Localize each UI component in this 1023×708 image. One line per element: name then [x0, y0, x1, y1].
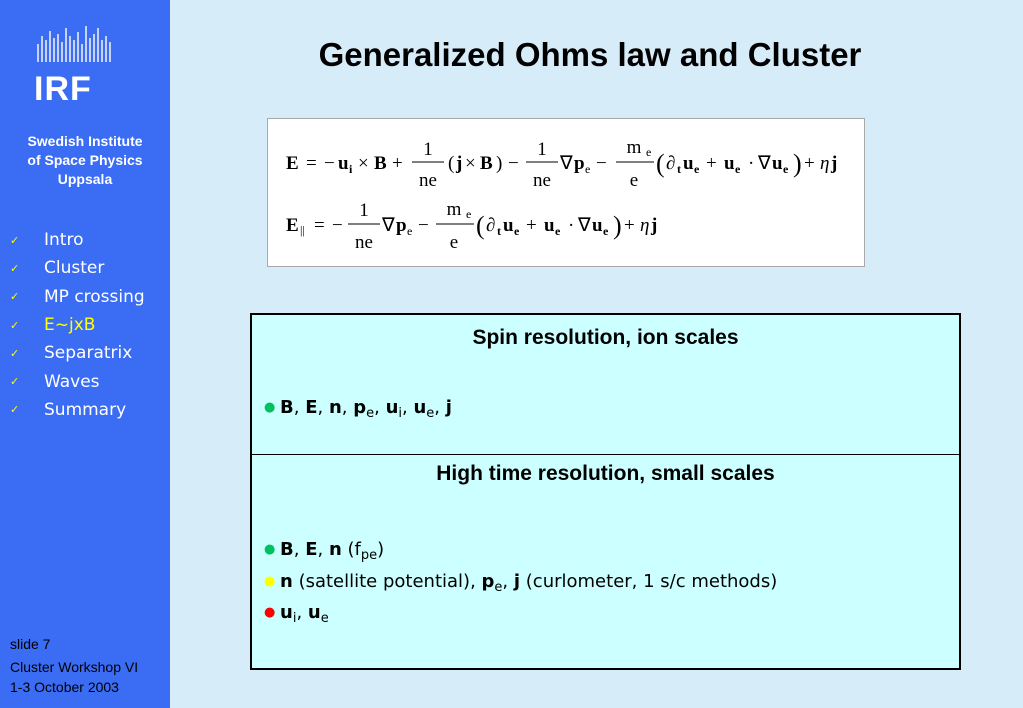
svg-text:=: =: [306, 153, 317, 174]
svg-text:−: −: [324, 153, 335, 174]
list-item: ● B, E, n, $p_e$, $u_i$, $u_e$, j: [264, 397, 452, 421]
equation-box: [267, 118, 865, 267]
sidebar: [0, 0, 170, 708]
svg-text:j: j: [831, 153, 838, 174]
list-item: ● $u_i$, $u_e$: [264, 602, 329, 626]
svg-text:B: B: [480, 153, 493, 174]
svg-text:+: +: [804, 153, 815, 174]
svg-text:e: e: [407, 224, 413, 238]
slide-number: slide 7: [10, 636, 51, 652]
svg-text:p: p: [396, 215, 407, 236]
checkmark-icon: ✓: [10, 233, 20, 247]
svg-text:i: i: [349, 162, 353, 176]
svg-text:∇: ∇: [758, 153, 771, 174]
svg-text:e: e: [629, 170, 639, 191]
svg-text:p: p: [574, 153, 585, 174]
svg-text:E: E: [286, 215, 299, 236]
institute-line: Swedish Institute: [27, 133, 143, 149]
checkmark-icon: ✓: [10, 318, 20, 332]
svg-text:(: (: [448, 153, 455, 174]
svg-text:+: +: [706, 153, 717, 174]
svg-text:η: η: [640, 215, 650, 236]
svg-text:+: +: [392, 153, 403, 174]
bullet-dot-icon: ●: [264, 400, 276, 415]
nav-item-label: MP crossing: [44, 286, 145, 307]
equation-general: [286, 137, 837, 191]
svg-text:u: u: [338, 153, 349, 174]
nav-item-intro[interactable]: [10, 226, 145, 254]
row-heading: Spin resolution, ion scales: [472, 326, 739, 349]
svg-text:): ): [496, 153, 503, 174]
svg-text:e: e: [646, 145, 652, 159]
svg-text:∂: ∂: [486, 215, 496, 236]
svg-text:t: t: [677, 162, 681, 176]
svg-text:+: +: [624, 215, 635, 236]
svg-text:u: u: [724, 153, 735, 174]
svg-text:1: 1: [359, 200, 369, 221]
event-name: Cluster Workshop VI: [10, 659, 139, 675]
svg-text:e: e: [603, 224, 609, 238]
nav-item-label: Separatrix: [44, 343, 133, 364]
svg-text:×: ×: [358, 153, 369, 174]
svg-text:−: −: [418, 215, 429, 236]
institute-name: [0, 132, 170, 189]
svg-text:e: e: [783, 162, 789, 176]
svg-text:−: −: [508, 153, 519, 174]
svg-text:m: m: [446, 199, 462, 220]
svg-text:t: t: [497, 224, 501, 238]
table-row: [252, 315, 959, 455]
nav-item-label: Cluster: [44, 258, 105, 279]
svg-text:∇: ∇: [560, 153, 573, 174]
slide-footer: [10, 634, 138, 697]
svg-text:): ): [793, 149, 802, 178]
nav-item-cluster[interactable]: [10, 254, 145, 282]
institute-line: of Space Physics: [27, 152, 143, 168]
bullet-text: (curlometer, 1 s/c methods): [525, 571, 778, 592]
svg-text:e: e: [585, 162, 591, 176]
svg-text:ne: ne: [419, 170, 437, 191]
svg-text:(: (: [656, 149, 665, 178]
svg-text:j: j: [456, 153, 463, 174]
svg-text:·: ·: [568, 215, 575, 236]
svg-text:η: η: [820, 153, 830, 174]
nav-item-mp-crossing[interactable]: [10, 283, 145, 311]
equation-parallel: [286, 199, 657, 253]
table-row: [252, 455, 959, 670]
svg-text:∇: ∇: [382, 215, 395, 236]
svg-text:E: E: [286, 153, 299, 174]
svg-text:||: ||: [300, 223, 305, 237]
nav-item-label: Waves: [44, 371, 100, 392]
svg-text:ne: ne: [533, 170, 551, 191]
nav-item-e-jxb[interactable]: [10, 311, 145, 339]
bullet-dot-icon: ●: [264, 605, 276, 620]
nav-item-waves[interactable]: [10, 367, 145, 395]
svg-text:1: 1: [537, 139, 547, 160]
svg-text:u: u: [683, 153, 694, 174]
svg-text:e: e: [694, 162, 700, 176]
svg-text:B: B: [374, 153, 387, 174]
svg-text:e: e: [555, 224, 561, 238]
svg-text:u: u: [592, 215, 603, 236]
checkmark-icon: ✓: [10, 261, 20, 275]
svg-text:e: e: [735, 162, 741, 176]
nav-item-label: Summary: [44, 399, 127, 420]
bullet-dot-icon: ●: [264, 542, 276, 557]
nav-item-label: E~jxB: [44, 315, 96, 336]
svg-text:(: (: [476, 211, 485, 240]
svg-text:e: e: [466, 207, 472, 221]
nav-item-label: Intro: [44, 230, 84, 251]
svg-text:u: u: [772, 153, 783, 174]
svg-text:ne: ne: [355, 232, 373, 253]
nav-item-summary[interactable]: [10, 396, 145, 424]
checkmark-icon: ✓: [10, 290, 20, 304]
svg-text:×: ×: [465, 153, 476, 174]
ohms-law-equations: [268, 119, 864, 266]
svg-text:−: −: [332, 215, 343, 236]
event-date: 1-3 October 2003: [10, 679, 119, 695]
measurement-table: [250, 313, 961, 670]
svg-text:e: e: [449, 232, 459, 253]
svg-text:∂: ∂: [666, 153, 676, 174]
checkmark-icon: ✓: [10, 346, 20, 360]
svg-text:e: e: [514, 224, 520, 238]
svg-text:u: u: [503, 215, 514, 236]
list-item: ● B, E, n $(f_{pe})$: [264, 539, 385, 563]
checkmark-icon: ✓: [10, 403, 20, 417]
svg-text:−: −: [596, 153, 607, 174]
svg-text:): ): [613, 211, 622, 240]
checkmark-icon: ✓: [10, 375, 20, 389]
bullet-text: (satellite potential),: [298, 571, 476, 592]
svg-text:·: ·: [748, 153, 755, 174]
svg-text:1: 1: [423, 139, 433, 160]
bullet-dot-icon: ●: [264, 574, 276, 589]
svg-text:∇: ∇: [578, 215, 591, 236]
slide-navigation: [10, 226, 145, 424]
slide-title: Generalized Ohms law and Cluster: [318, 36, 862, 73]
nav-item-separatrix[interactable]: [10, 339, 145, 367]
svg-text:u: u: [544, 215, 555, 236]
svg-text:m: m: [626, 137, 642, 158]
svg-text:j: j: [651, 215, 658, 236]
list-item: ● n (satellite potential), $p_e$, j (curlometer, 1 s/c methods): [264, 571, 778, 595]
svg-text:=: =: [314, 215, 325, 236]
logo-text: IRF: [34, 70, 92, 108]
row-heading: High time resolution, small scales: [436, 462, 775, 485]
svg-text:+: +: [526, 215, 537, 236]
institute-line: Uppsala: [57, 171, 113, 187]
